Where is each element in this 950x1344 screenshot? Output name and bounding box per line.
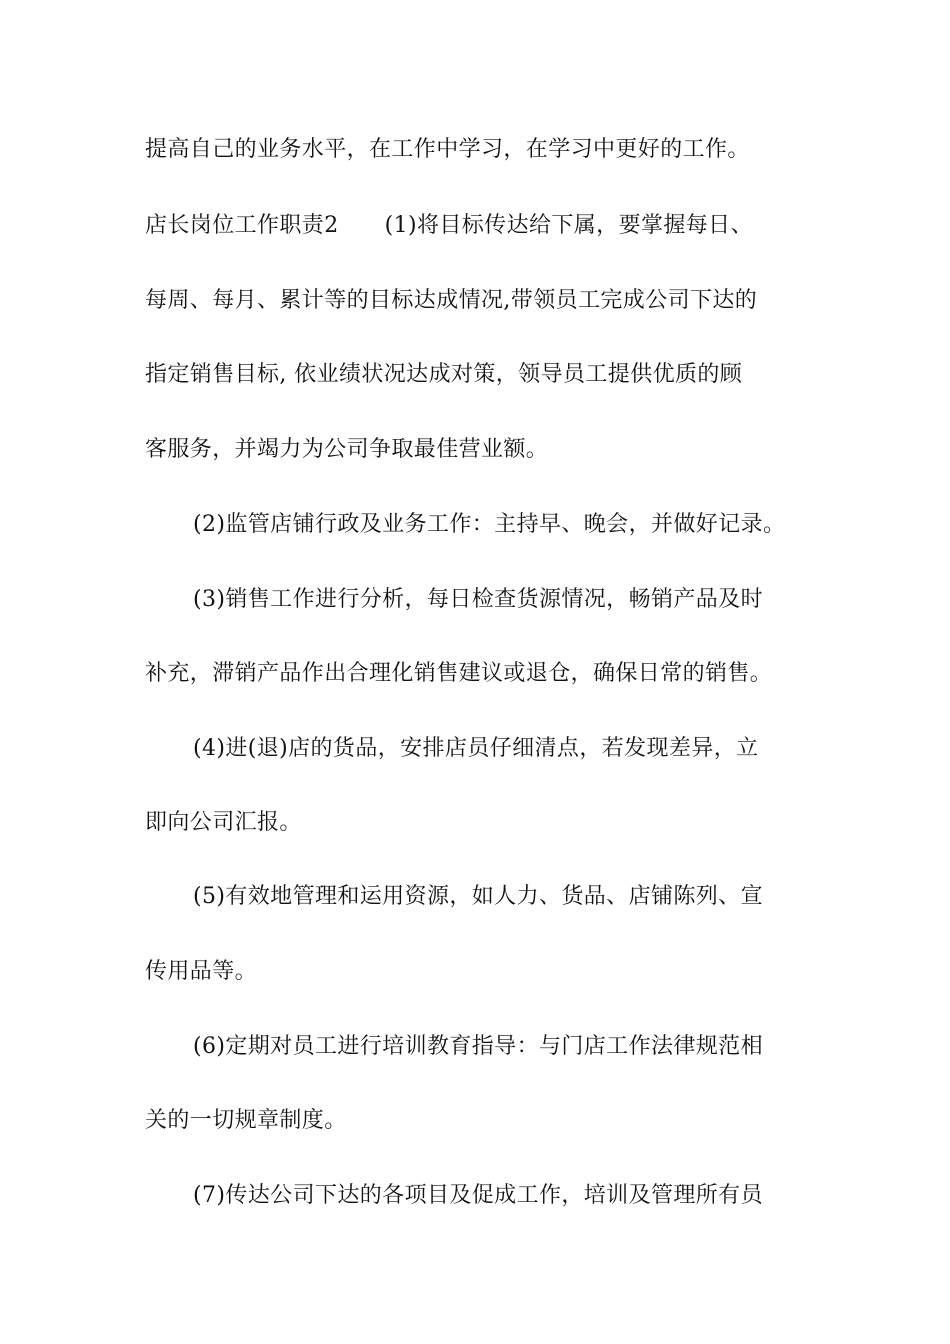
text-line: 指定销售目标, 依业绩状况达成对策，领导员工提供优质的顾 [145,362,743,387]
text-line: 补充，滞销产品作出合理化销售建议或退仓，确保日常的销售。 [145,661,773,686]
section-heading-line [145,209,825,243]
text-line: (2)监管店铺行政及业务工作：主持早、晚会，并做好记录。 [193,512,786,537]
section-heading: 店长岗位工作职责2 [145,213,339,238]
text-line: (5)有效地管理和运用资源，如人力、货品、店铺陈列、宣 [193,884,763,909]
text-line: 提高自己的业务水平，在工作中学习，在学习中更好的工作。 [145,137,750,162]
text-line: 即向公司汇报。 [145,810,302,835]
text-line: (6)定期对员工进行培训教育指导：与门店工作法律规范相 [193,1034,763,1059]
text-line: (3)销售工作进行分析，每日检查货源情况，畅销产品及时 [193,587,763,612]
text-line: (7)传达公司下达的各项目及促成工作，培训及管理所有员 [193,1183,763,1208]
text-line: 客服务，并竭力为公司争取最佳营业额。 [145,437,549,462]
text-line: 传用品等。 [145,959,258,984]
text-line: (1)将目标传达给下属，要掌握每日、 [384,213,753,238]
text-line: 每周、每月、累计等的目标达成情况,带领员工完成公司下达的 [145,288,758,313]
text-line: (4)进(退)店的货品，安排店员仔细清点，若发现差异，立 [193,736,759,761]
text-line: 关的一切规章制度。 [145,1108,347,1133]
